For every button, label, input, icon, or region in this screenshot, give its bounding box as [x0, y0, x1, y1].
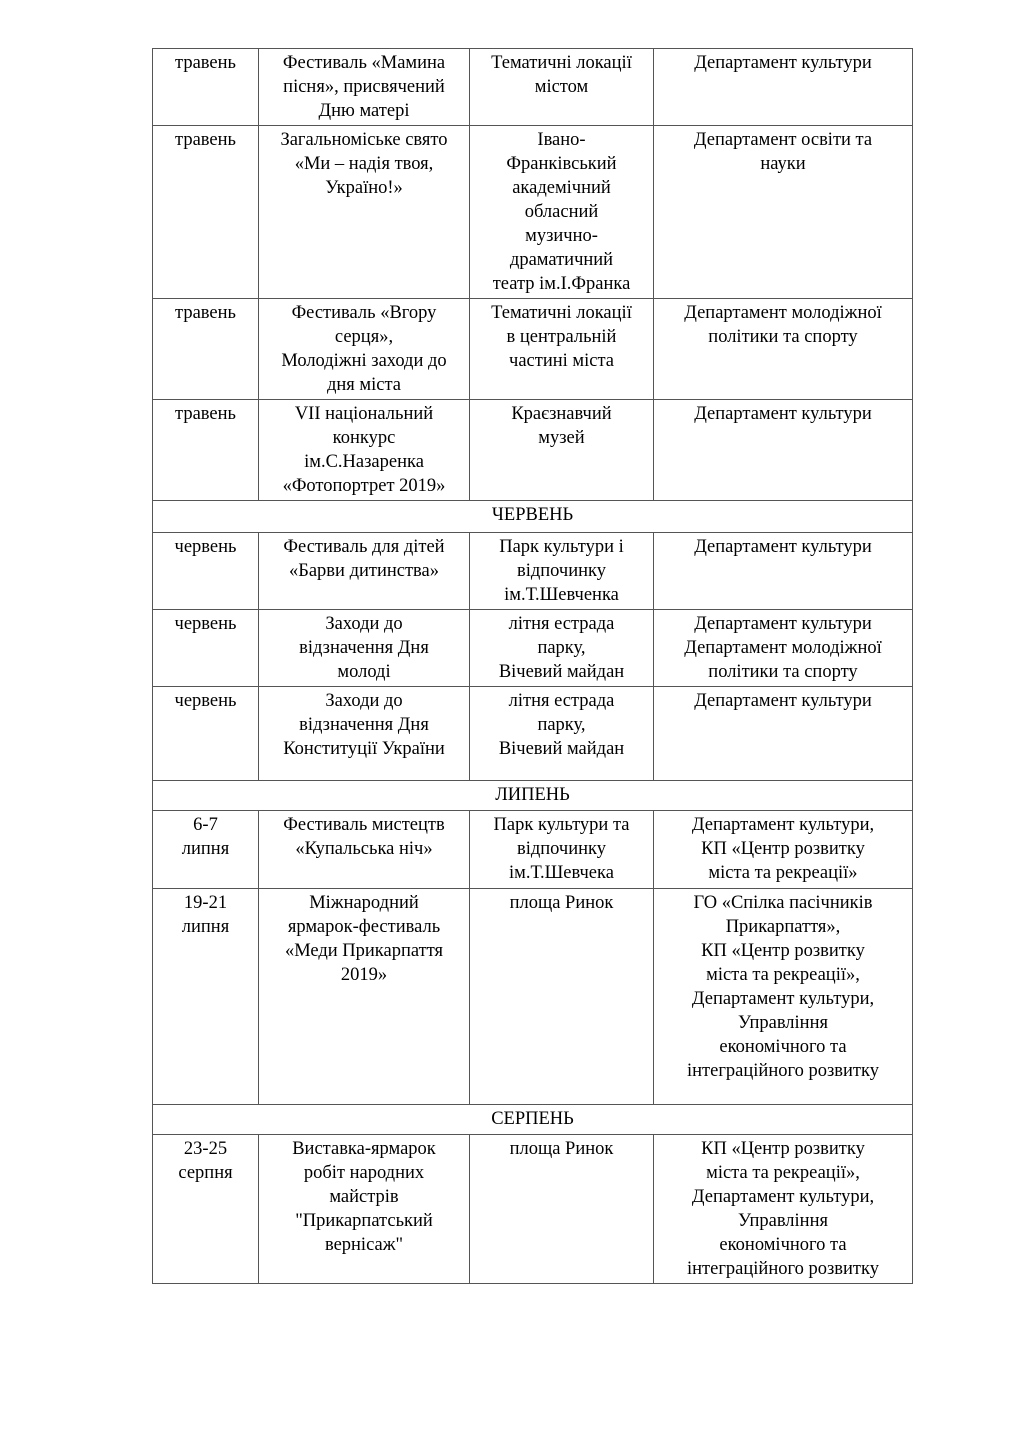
events-table — [152, 48, 913, 1284]
venue-cell: площа Ринок — [470, 1135, 654, 1284]
venue-cell: літня естрада парку, Вічевий майдан — [470, 687, 654, 781]
table-row — [153, 811, 913, 889]
venue-cell: Тематичні локації в центральній частині міста — [470, 299, 654, 400]
table-row — [153, 49, 913, 126]
organizer-cell: Департамент культури — [654, 400, 913, 501]
event-cell: Фестиваль для дітей «Барви дитинства» — [259, 533, 470, 610]
event-cell: Виставка-ярмарок робіт народних майстрів "Прикарпатський вернісаж" — [259, 1135, 470, 1284]
organizer-cell: Департамент культури Департамент молодіжної політики та спорту — [654, 610, 913, 687]
date-cell: травень — [153, 400, 259, 501]
event-cell: Заходи до відзначення Дня Конституції України — [259, 687, 470, 781]
table-row — [153, 1135, 913, 1284]
event-cell: VІІ національний конкурс ім.С.Назаренка «Фотопортрет 2019» — [259, 400, 470, 501]
organizer-cell: Департамент культури, КП «Центр розвитку міста та рекреації» — [654, 811, 913, 889]
month-header: ЧЕРВЕНЬ — [153, 501, 913, 533]
organizer-cell: Департамент освіти та науки — [654, 126, 913, 299]
month-header-row — [153, 781, 913, 811]
month-header-row — [153, 501, 913, 533]
organizer-cell: Департамент молодіжної політики та спорту — [654, 299, 913, 400]
organizer-cell: Департамент культури — [654, 687, 913, 781]
date-cell: 19-21 липня — [153, 889, 259, 1105]
table-row — [153, 687, 913, 781]
table-row — [153, 400, 913, 501]
venue-cell: Івано- Франківський академічний обласний музично- драматичний театр ім.І.Франка — [470, 126, 654, 299]
date-cell: травень — [153, 299, 259, 400]
month-header: СЕРПЕНЬ — [153, 1105, 913, 1135]
venue-cell: Краєзнавчий музей — [470, 400, 654, 501]
date-cell: 23-25 серпня — [153, 1135, 259, 1284]
table-row — [153, 610, 913, 687]
venue-cell: Тематичні локації містом — [470, 49, 654, 126]
venue-cell: літня естрада парку, Вічевий майдан — [470, 610, 654, 687]
month-header-row — [153, 1105, 913, 1135]
venue-cell: Парк культури та відпочинку ім.Т.Шевчека — [470, 811, 654, 889]
organizer-cell: Департамент культури — [654, 533, 913, 610]
table-row — [153, 889, 913, 1105]
date-cell: 6-7 липня — [153, 811, 259, 889]
venue-cell: Парк культури і відпочинку ім.Т.Шевченка — [470, 533, 654, 610]
organizer-cell: КП «Центр розвитку міста та рекреації», Департамент культури, Управління економічного та інтеграційного розвитку — [654, 1135, 913, 1284]
venue-cell: площа Ринок — [470, 889, 654, 1105]
event-cell: Фестиваль «Мамина пісня», присвячений Дню матері — [259, 49, 470, 126]
date-cell: травень — [153, 126, 259, 299]
event-cell: Заходи до відзначення Дня молоді — [259, 610, 470, 687]
organizer-cell: ГО «Спілка пасічників Прикарпаття», КП «Центр розвитку міста та рекреації», Департамент культури, Управління економічного та інтеграційного розвитку — [654, 889, 913, 1105]
date-cell: червень — [153, 687, 259, 781]
event-cell: Загальноміське свято «Ми – надія твоя, Україно!» — [259, 126, 470, 299]
table-row — [153, 126, 913, 299]
table-row — [153, 299, 913, 400]
events-table-body — [153, 49, 913, 1284]
event-cell: Міжнародний ярмарок-фестиваль «Меди Прикарпаття 2019» — [259, 889, 470, 1105]
organizer-cell: Департамент культури — [654, 49, 913, 126]
date-cell: червень — [153, 533, 259, 610]
event-cell: Фестиваль мистецтв «Купальська ніч» — [259, 811, 470, 889]
month-header: ЛИПЕНЬ — [153, 781, 913, 811]
event-cell: Фестиваль «Вгору серця», Молодіжні заходи до дня міста — [259, 299, 470, 400]
table-row — [153, 533, 913, 610]
date-cell: травень — [153, 49, 259, 126]
date-cell: червень — [153, 610, 259, 687]
